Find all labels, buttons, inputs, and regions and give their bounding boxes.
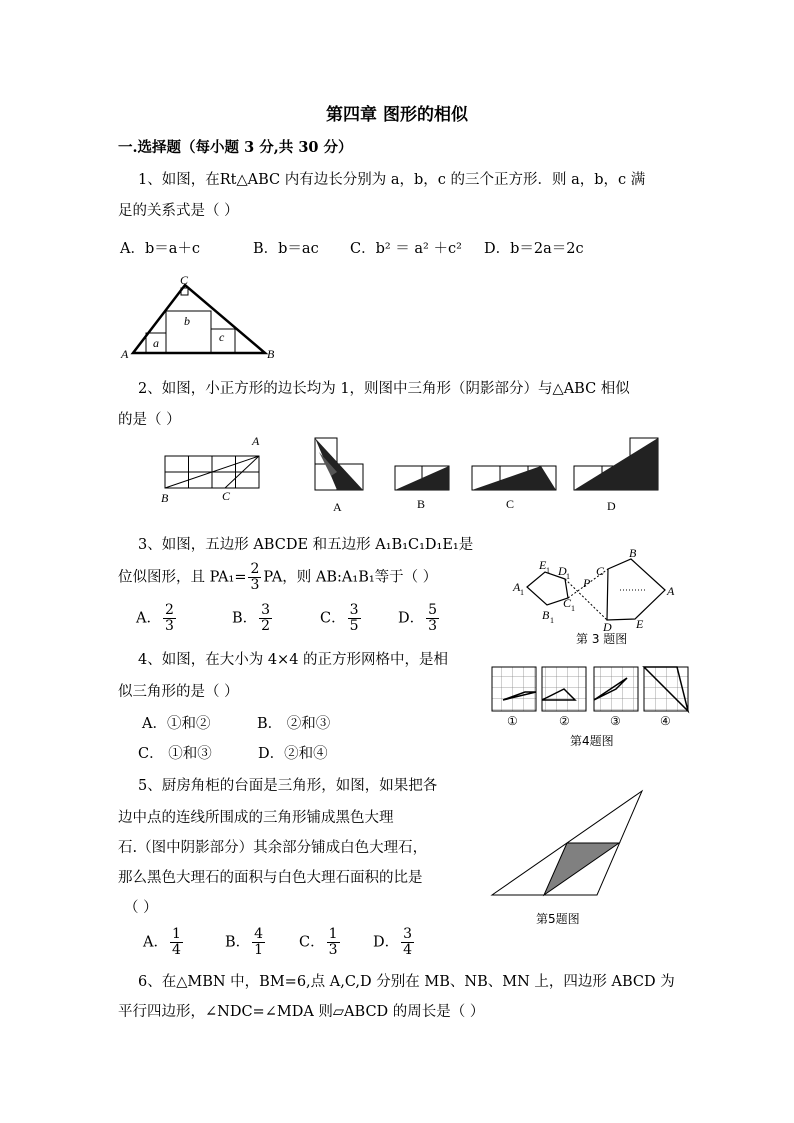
q1-label-C: C [180, 275, 189, 287]
q5-option-d [373, 927, 416, 958]
q3-option-c-den: 5 [349, 618, 359, 634]
q2-text-line2: 的是（ ） [118, 412, 181, 428]
q5-caption: 第5题图 [536, 912, 580, 926]
q4-option-c: C． ①和③ [138, 746, 212, 762]
q1-label-b: b [184, 314, 190, 328]
q5-option-c-letter: C． [299, 934, 325, 951]
q2-text-line1: 2、如图，小正方形的边长均为 1，则图中三角形（阴影部分）与△ABC 相似 [138, 381, 630, 397]
q3-caption: 第 3 题图 [576, 632, 628, 646]
q5-option-a-num: 1 [171, 926, 181, 942]
q2-option-b-label: B [417, 497, 426, 511]
q5-option-c-den: 3 [328, 942, 338, 958]
q5-text-line1: 5、厨房角柜的台面是三角形，如图，如果把各 [138, 778, 438, 794]
q2-label-B: B [161, 491, 169, 504]
q5-option-b-num: 4 [254, 926, 264, 942]
q5-text-line5: （ ） [124, 900, 158, 916]
q4-option-b: B． ②和③ [257, 716, 331, 732]
q3-fraction-numerator: 2 [250, 561, 260, 577]
q1-option-b: B．b＝ac [253, 241, 319, 257]
q4-mark-3: ③ [610, 714, 621, 727]
q3-option-a [136, 603, 232, 634]
q3-option-c-letter: C． [320, 610, 346, 627]
q3-option-c-num: 3 [349, 602, 359, 618]
q1-option-c: C．b² ＝ a² ＋c² [350, 241, 462, 257]
q1-text-line1: 1、如图，在Rt△ABC 内有边长分别为 a，b，c 的三个正方形．则 a，b，c 满 [138, 172, 646, 188]
q5-option-a-letter: A． [143, 934, 168, 951]
q2-option-a-label: A [333, 500, 342, 514]
q1-text-line2: 足的关系式是（ ） [118, 203, 239, 219]
q4-option-a: A．①和② [142, 716, 211, 732]
q3-options [136, 603, 441, 634]
q2-option-d-figure [574, 438, 658, 490]
q3-sub-D1: 1 [566, 572, 570, 581]
q3-line2-post: PA，则 AB:A₁B₁等于（ ） [263, 569, 438, 586]
q3-label-E1: E [539, 558, 547, 572]
q5-option-d-den: 4 [403, 942, 413, 958]
q5-text-line3: 石.（图中阴影部分）其余部分铺成白色大理石， [118, 840, 428, 856]
q2-option-c-figure [472, 466, 556, 490]
q3-line2-pre: 位似图形，且 PA₁= [118, 569, 247, 586]
q5-option-d-num: 3 [403, 926, 413, 942]
q4-figure [490, 665, 695, 727]
q5-option-a [143, 927, 225, 958]
q2-option-d-label: D [607, 499, 616, 513]
q3-option-d-den: 3 [428, 618, 438, 634]
q3-option-d-letter: D． [398, 610, 425, 627]
q4-text-line2: 似三角形的是（ ） [118, 684, 239, 700]
q3-text-line2 [118, 562, 437, 593]
q1-label-c: c [219, 330, 225, 344]
q4-mark-2: ② [559, 714, 570, 727]
q1-label-B: B [267, 347, 275, 361]
q4-grid-2 [542, 667, 586, 711]
q3-label-A: A [667, 584, 675, 598]
q3-option-c [320, 603, 398, 634]
q3-label-E: E [636, 617, 644, 631]
q3-label-C: C [596, 564, 605, 578]
q6-text-line2: 平行四边形，∠NDC=∠MDA 则▱ABCD 的周长是（ ） [118, 1004, 485, 1020]
q3-label-D1: D [558, 564, 567, 578]
q5-option-c-num: 1 [328, 926, 338, 942]
q5-text-line2: 边中点的连线所围成的三角形铺成黑色大理 [118, 810, 394, 826]
q1-option-a: A．b＝a＋c [120, 241, 201, 257]
q5-option-b-letter: B． [225, 934, 251, 951]
q3-option-d [398, 603, 441, 634]
q2-option-c-label: C [506, 497, 515, 511]
q1-figure [115, 275, 285, 365]
q5-figure [490, 788, 650, 900]
q3-sub-A1: 1 [520, 588, 524, 597]
q2-label-A: A [252, 434, 260, 448]
q4-mark-1: ① [507, 714, 518, 727]
q3-option-b-num: 3 [261, 602, 271, 618]
q3-label-D: D [603, 620, 612, 634]
q4-option-d: D．②和④ [258, 746, 328, 762]
q5-option-a-den: 4 [171, 942, 181, 958]
q1-label-a: a [153, 336, 159, 350]
q3-option-b [232, 603, 320, 634]
section-heading: 一.选择题（每小题 3 分,共 30 分） [118, 139, 353, 156]
q2-options-figure [305, 432, 685, 514]
q4-text-line1: 4、如图，在大小为 4×4 的正方形网格中，是相 [138, 652, 449, 668]
q5-option-b [225, 927, 299, 958]
page-title: 第四章 图形的相似 [326, 105, 468, 125]
q3-sub-C1: 1 [571, 604, 575, 613]
q3-label-P: P [583, 576, 591, 590]
q3-label-A1: A [513, 580, 521, 594]
q3-label-B: B [629, 546, 637, 560]
q3-option-b-letter: B． [232, 610, 258, 627]
q5-option-d-letter: D． [373, 934, 400, 951]
q1-option-d: D．b＝2a＝2c [484, 241, 584, 257]
q3-option-a-num: 2 [164, 602, 174, 618]
q2-option-b-figure [395, 466, 449, 490]
q2-option-a-figure [315, 438, 363, 490]
q3-label-C1: C [563, 596, 572, 610]
q4-caption: 第4题图 [570, 734, 614, 748]
q1-label-A: A [121, 347, 129, 361]
q3-sub-E1: 1 [546, 566, 550, 575]
q4-grid-1 [492, 667, 536, 711]
q5-options [143, 927, 416, 958]
q4-grid-4 [644, 667, 688, 711]
q5-option-c [299, 927, 373, 958]
q3-option-a-letter: A． [136, 610, 161, 627]
q3-fraction-denominator: 3 [250, 577, 260, 593]
q4-mark-4: ④ [660, 714, 671, 727]
q3-option-a-den: 3 [164, 618, 174, 634]
q6-text-line1: 6、在△MBN 中，BM=6,点 A,C,D 分别在 MB、NB、MN 上，四边形 ABCD 为 [138, 974, 675, 990]
q2-abc-figure [155, 432, 270, 504]
q3-option-b-den: 2 [261, 618, 271, 634]
q3-fraction [248, 562, 261, 593]
q4-grid-3 [594, 667, 638, 711]
q3-option-d-num: 5 [428, 602, 438, 618]
q3-text-line1: 3、如图，五边形 ABCDE 和五边形 A₁B₁C₁D₁E₁是 [138, 537, 474, 553]
q5-text-line4: 那么黑色大理石的面积与白色大理石面积的比是 [118, 870, 423, 886]
q3-label-B1: B [542, 608, 550, 622]
q3-sub-B1: 1 [550, 616, 554, 625]
q5-option-b-den: 1 [254, 942, 264, 958]
q2-label-C: C [222, 489, 231, 503]
